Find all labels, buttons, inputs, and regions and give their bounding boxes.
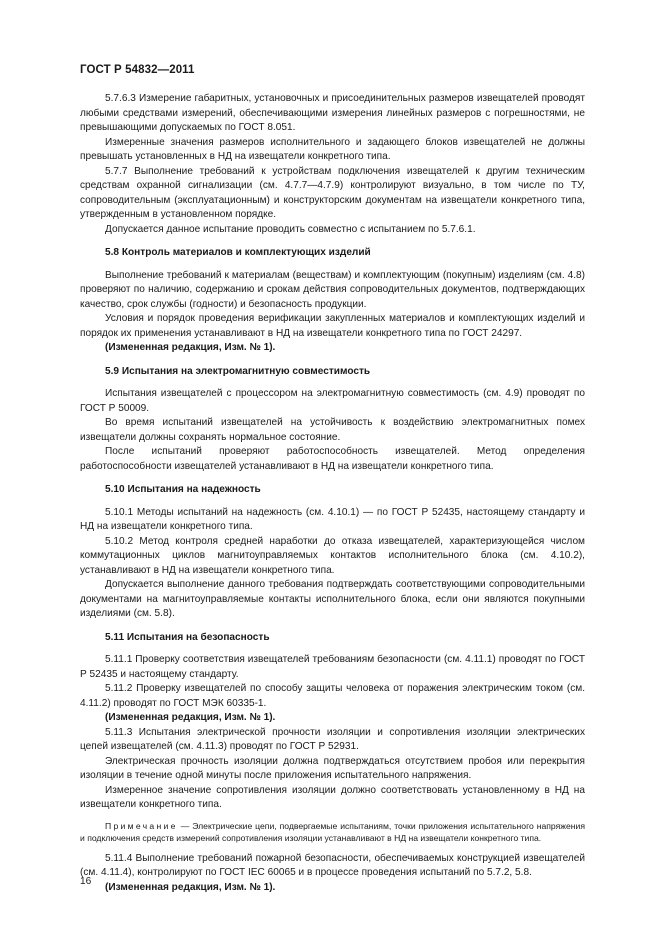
section-heading-5-8: 5.8 Контроль материалов и комплектующих изделий xyxy=(105,247,371,258)
section-heading-5-10: 5.10 Испытания на надежность xyxy=(105,484,261,495)
document-header: ГОСТ Р 54832—2011 xyxy=(80,64,195,76)
paragraph: 5.11.4 Выполнение требований пожарной безопасности, обеспечиваемых конструкцией извещателей (см. 4.11.4), контролируют по ГОСТ IEC 60065 и в процессе проведения испытаний по 5.7.2, 5.8. xyxy=(80,852,585,878)
document-body xyxy=(80,92,585,895)
paragraph: 5.11.3 Испытания электрической прочности изоляции и сопротивления изоляции электрических цепей извещателей (см. 4.11.3) проводят по ГОСТ Р 52931. xyxy=(80,726,585,752)
page-number: 16 xyxy=(80,876,92,887)
paragraph: Испытания извещателей с процессором на электромагнитную совместимость (см. 4.9) проводят по ГОСТ Р 50009. xyxy=(80,388,585,414)
amendment-note: (Измененная редакция, Изм. № 1). xyxy=(105,712,276,723)
section-heading-5-9: 5.9 Испытания на электромагнитную совместимость xyxy=(105,365,371,377)
paragraph: Измеренное значение сопротивления изоляции должно соответствовать установленному в НД на извещатели конкретного типа. xyxy=(80,784,585,810)
paragraph: Допускается данное испытание проводить совместно с испытанием по 5.7.6.1. xyxy=(105,223,476,235)
amendment-note: (Измененная редакция, Изм. № 1). xyxy=(105,881,276,893)
note-label: Примечание xyxy=(105,820,178,831)
paragraph: 5.10.1 Методы испытаний на надежность (см. 4.10.1) — по ГОСТ Р 52435, настоящему стандарту и НД на извещатели конкретного типа. xyxy=(80,506,585,532)
paragraph: 5.11.1 Проверку соответствия извещателей требованиям безопасности (см. 4.11.1) проводят по ГОСТ Р 52435 и настоящему стандарту. xyxy=(80,654,585,680)
paragraph: Выполнение требований к материалам (веществам) и комплектующим (покупным) изделиям (см. 4.8) проверяют по наличию, содержанию и срокам действия сопроводительных документов, подтверждающих качество, срок службы (годности) и безопасность продукции. xyxy=(80,269,585,310)
paragraph: Во время испытаний извещателей на устойчивость к воздействию электромагнитных помех извещатели должны сохранять нормальное состояние. xyxy=(80,417,585,443)
paragraph: 5.10.2 Метод контроля средней наработки до отказа извещателей, характеризующейся числом коммутационных циклов магнитоуправляемых контактов исполнительного блока (см. 4.10.2), устанавливают в НД на извещатели конкретного типа. xyxy=(80,535,585,576)
section-heading-5-11: 5.11 Испытания на безопасность xyxy=(105,631,270,643)
paragraph: Допускается выполнение данного требования подтверждать соответствующими сопроводительными документами на магнитоуправляемые контакты исполнительного блока, если они являются покупными изделиями (см. 5.8). xyxy=(80,579,585,619)
paragraph: Измеренные значения размеров исполнительного и задающего блоков извещателей не должны превышать установленных в НД на извещатели конкретного типа. xyxy=(80,136,585,162)
note-text: — Электрические цепи, подвергаемые испытаниям, точки приложения испытательного напряжения и подключения средств измерений сопротивления изоляции устанавливают в НД на извещатели конкретного типа. xyxy=(80,820,585,843)
paragraph: Электрическая прочность изоляции должна подтверждаться отсутствием пробоя или перекрытия изоляции в течение одной минуты после приложения испытательного напряжения. xyxy=(80,755,585,781)
paragraph: Условия и порядок проведения верификации закупленных материалов и комплектующих изделий и порядок их применения устанавливают в НД на извещатели конкретного типа по ГОСТ 24297. xyxy=(80,313,585,339)
paragraph: 5.11.2 Проверку извещателей по способу защиты человека от поражения электрическим током (см. 4.11.2) проводят по ГОСТ МЭК 60335-1. xyxy=(80,683,585,709)
amendment-note: (Измененная редакция, Изм. № 1). xyxy=(105,342,276,353)
paragraph: После испытаний проверяют работоспособность извещателей. Метод определения работоспособности извещателей устанавливают в НД на извещатели конкретного типа. xyxy=(80,446,585,472)
note xyxy=(80,820,585,845)
paragraph: 5.7.6.3 Измерение габаритных, установочных и присоединительных размеров извещателей проводят любыми средствами измерений, обеспечивающими измерения линейных размеров с погрешностями, не превышающими допускаемых по ГОСТ 8.051. xyxy=(80,93,585,133)
paragraph: 5.7.7 Выполнение требований к устройствам подключения извещателей к другим техническим средствам охранной сигнализации (см. 4.7.7—4.7.9) контролируют визуально, в том числе по ТУ, сопроводительным (эксплуатационным) и конструкторским документам на извещатели конкретного типа, утвержденным в установленном порядке. xyxy=(80,165,585,220)
